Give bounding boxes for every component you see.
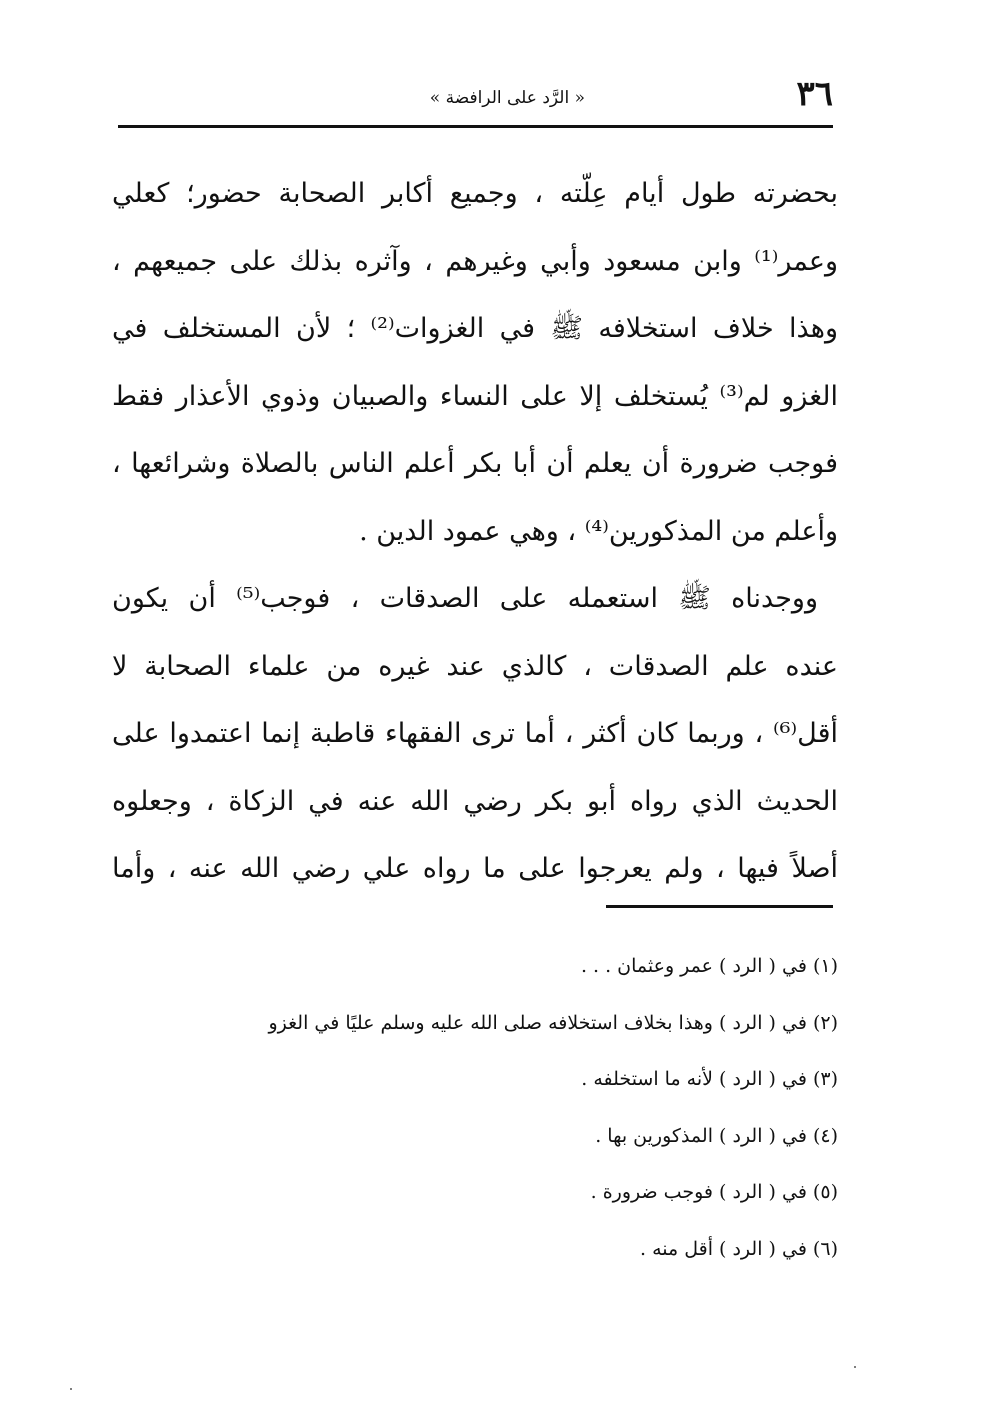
scan-speck xyxy=(70,1388,72,1390)
header-rule xyxy=(118,125,833,128)
footnote-1: (١) في ( الرد ) عمر وعثمان . . . xyxy=(580,955,838,977)
running-title: « الرَّد على الرافضة » xyxy=(429,88,585,108)
footnote-4: (٤) في ( الرد ) المذكورين بها . xyxy=(595,1124,838,1147)
body-text xyxy=(112,160,838,903)
body-line-3: وهذا خلاف استخلافه ﷺ في الغزوات⁽²⁾ ؛ لأن المستخلف في xyxy=(112,313,838,344)
body-line-11: أصلاً فيها ، ولم يعرجوا على ما رواه علي رضي الله عنه ، وأما xyxy=(112,853,838,884)
body-line-6: وأعلم من المذكورين⁽⁴⁾ ، وهي عمود الدين . xyxy=(359,515,838,547)
body-line-1: بحضرته طول أيام عِلّته ، وجميع أكابر الصحابة حضور؛ كعلي xyxy=(112,178,838,209)
footnote-6: (٦) في ( الرد ) أقل منه . xyxy=(640,1237,838,1260)
page-header xyxy=(118,72,833,122)
page-number: ٣٦ xyxy=(796,74,833,114)
body-line-9: أقل⁽⁶⁾ ، وربما كان أكثر ، أما ترى الفقهاء قاطبة إنما اعتمدوا على xyxy=(112,718,838,749)
body-line-5: فوجب ضرورة أن يعلم أن أبا بكر أعلم الناس بالصلاة وشرائعها ، xyxy=(112,448,838,479)
scan-speck xyxy=(854,1366,856,1368)
footnote-3: (٣) في ( الرد ) لأنه ما استخلفه . xyxy=(581,1068,838,1090)
body-line-8: عنده علم الصدقات ، كالذي عند غيره من علماء الصحابة لا xyxy=(112,650,838,682)
body-line-4: الغزو لم⁽³⁾ يُستخلف إلا على النساء والصبيان وذوي الأعذار فقط xyxy=(112,380,838,412)
body-line-2: وعمر⁽¹⁾ وابن مسعود وأبي وغيرهم ، وآثره بذلك على جميعهم ، xyxy=(112,245,838,277)
body-line-7: ووجدناه ﷺ استعمله على الصدقات ، فوجب⁽⁵⁾ أن يكون xyxy=(112,583,818,614)
body-line-10: الحديث الذي رواه أبو بكر رضي الله عنه في الزكاة ، وجعلوه xyxy=(112,785,838,817)
footnote-2: (٢) في ( الرد ) وهذا بخلاف استخلافه صلى الله عليه وسلم عليًا في الغزو xyxy=(268,1011,838,1034)
footnote-separator xyxy=(606,905,833,908)
footnotes xyxy=(112,942,838,1281)
footnote-5: (٥) في ( الرد ) فوجب ضرورة . xyxy=(590,1181,838,1203)
